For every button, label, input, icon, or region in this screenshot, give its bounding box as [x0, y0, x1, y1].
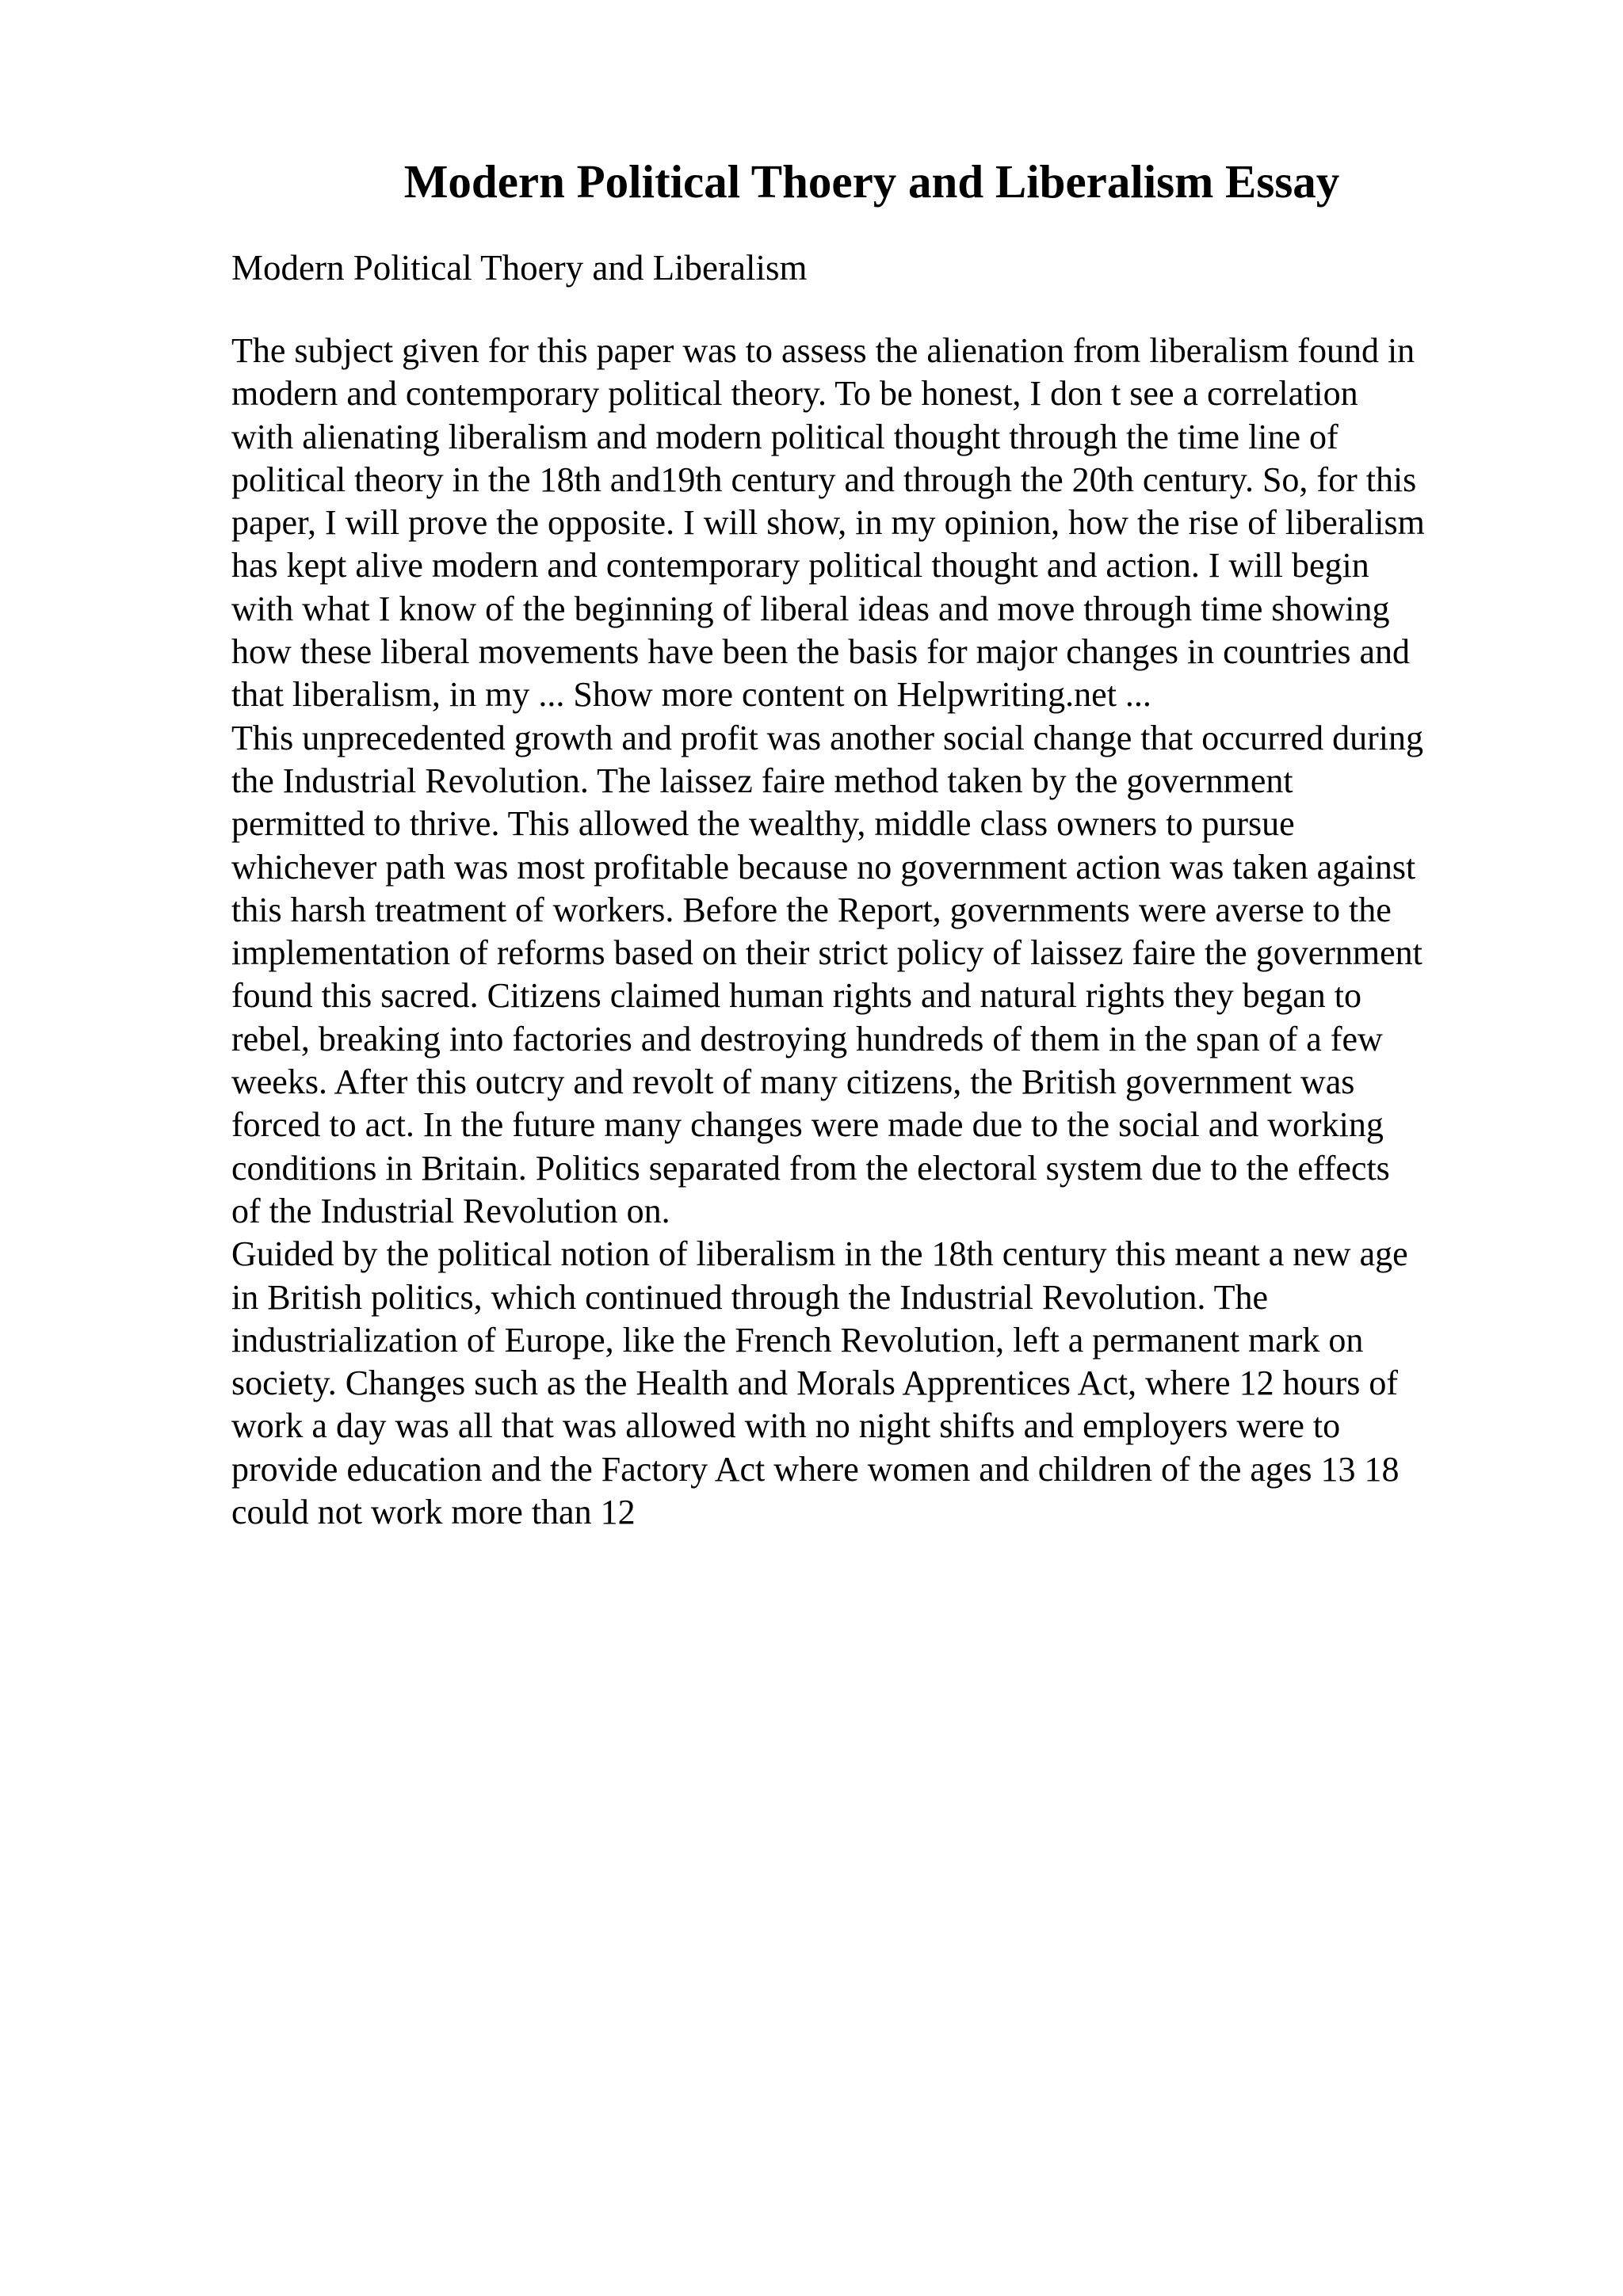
body-text-line: this harsh treatment of workers. Before the Report, governments were averse to the [231, 890, 1392, 929]
body-text-line: political theory in the 18th and19th century and through the 20th century. So, for this [231, 460, 1417, 499]
body-text-line: with alienating liberalism and modern political thought through the time line of [231, 417, 1338, 456]
body-text-line: implementation of reforms based on their strict policy of laissez faire the government [231, 933, 1423, 973]
body-text-line: The subject given for this paper was to assess the alienation from liberalism found in [231, 331, 1415, 370]
body-text-line: with what I know of the beginning of liberal ideas and move through time showing [231, 589, 1390, 628]
body-text-line: forced to act. In the future many changes were made due to the social and working [231, 1105, 1384, 1145]
body-text-line: weeks. After this outcry and revolt of many citizens, the British government was [231, 1062, 1355, 1102]
body-text-line: found this sacred. Citizens claimed human rights and natural rights they began to [231, 976, 1361, 1016]
body-text-line: the Industrial Revolution. The laissez faire method taken by the government [231, 761, 1293, 800]
body-text-line: of the Industrial Revolution on. [231, 1191, 670, 1230]
body-text-line: that liberalism, in my ... Show more content on Helpwriting.net ... [231, 675, 1151, 715]
body-text-line: could not work more than 12 [231, 1493, 636, 1532]
body-text-line: how these liberal movements have been the basis for major changes in countries and [231, 632, 1410, 672]
body-text-line: rebel, breaking into factories and destroying hundreds of them in the span of a few [231, 1019, 1383, 1058]
body-text-line: conditions in Britain. Politics separated from the electoral system due to the effects [231, 1148, 1390, 1188]
body-text-line: permitted to thrive. This allowed the wealthy, middle class owners to pursue [231, 804, 1295, 844]
body-text-line: whichever path was most profitable because no government action was taken against [231, 847, 1416, 887]
body-text-line: Guided by the political notion of liberalism in the 18th century this meant a new age [231, 1234, 1408, 1274]
body-text-line: society. Changes such as the Health and Morals Apprentices Act, where 12 hours of [231, 1363, 1399, 1403]
document-title: Modern Political Thoery and Liberalism Essay [403, 155, 1340, 208]
body-text-line: in British politics, which continued through the Industrial Revolution. The [231, 1277, 1269, 1317]
body-text-line: This unprecedented growth and profit was another social change that occurred during [231, 718, 1424, 757]
body-text-line: has kept alive modern and contemporary political thought and action. I will begin [231, 546, 1369, 585]
document-body [231, 330, 1499, 1534]
body-text-line: work a day was all that was allowed with no night shifts and employers were to [231, 1406, 1341, 1446]
body-text-line: modern and contemporary political theory. To be honest, I don t see a correlation [231, 374, 1358, 414]
body-text-line: industrialization of Europe, like the French Revolution, left a permanent mark on [231, 1320, 1364, 1360]
body-text-line: provide education and the Factory Act where women and children of the ages 13 18 [231, 1449, 1400, 1489]
body-text-line: paper, I will prove the opposite. I will show, in my opinion, how the rise of liberalism [231, 503, 1425, 543]
document-subtitle: Modern Political Thoery and Liberalism [231, 248, 808, 288]
